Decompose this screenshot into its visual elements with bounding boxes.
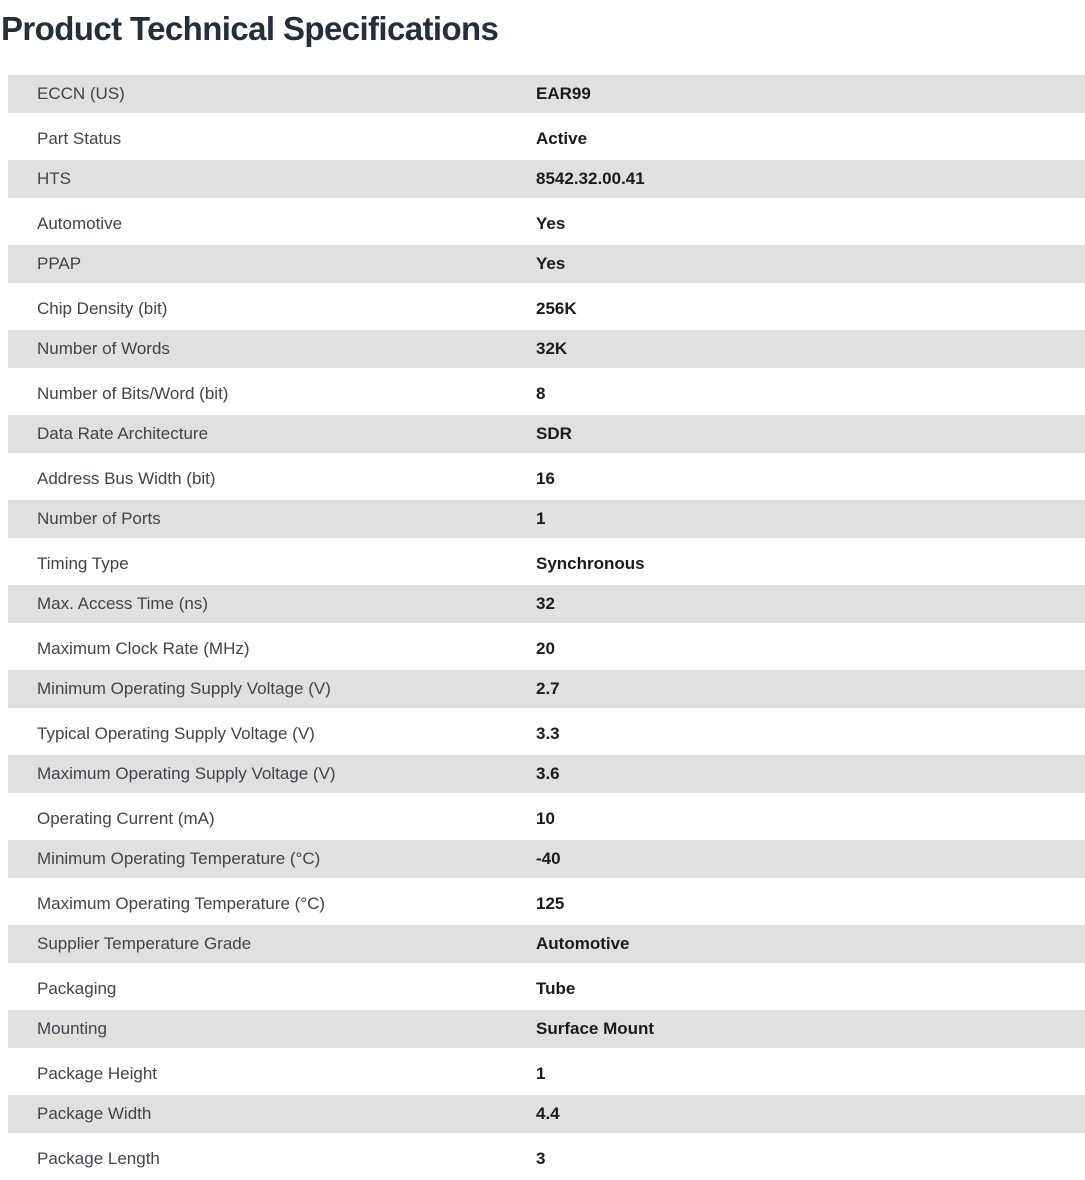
table-row [8,1053,1085,1096]
spec-label: Max. Access Time (ns) [8,594,536,614]
spec-value: Active [536,129,587,149]
spec-label: Number of Words [8,339,536,359]
spec-label: Number of Bits/Word (bit) [8,384,536,404]
spec-value: Yes [536,254,565,274]
spec-value: Tube [536,979,575,999]
table-row [8,840,1085,883]
spec-value: 16 [536,469,555,489]
table-row [8,75,1085,118]
table-row [8,968,1085,1011]
table-row [8,288,1085,331]
spec-label: Operating Current (mA) [8,809,536,829]
spec-value: 256K [536,299,577,319]
spec-label: Automotive [8,214,536,234]
spec-value: -40 [536,849,561,869]
table-row [8,883,1085,926]
spec-label: HTS [8,169,536,189]
spec-value: Automotive [536,934,630,954]
spec-value: 32K [536,339,567,359]
spec-value: Surface Mount [536,1019,654,1039]
spec-value: 3.6 [536,764,560,784]
table-row [8,1138,1085,1180]
spec-label: Data Rate Architecture [8,424,536,444]
spec-label: Chip Density (bit) [8,299,536,319]
spec-value: 125 [536,894,564,914]
spec-label: Number of Ports [8,509,536,529]
table-row [8,755,1085,798]
spec-label: Maximum Operating Supply Voltage (V) [8,764,536,784]
table-row [8,118,1085,161]
spec-label: Maximum Operating Temperature (°C) [8,894,536,914]
spec-value: 1 [536,509,545,529]
table-row [8,1095,1085,1138]
spec-label: Packaging [8,979,536,999]
spec-label: Typical Operating Supply Voltage (V) [8,724,536,744]
spec-value: 20 [536,639,555,659]
table-row [8,925,1085,968]
table-row [8,330,1085,373]
table-row [8,798,1085,841]
spec-value: 8542.32.00.41 [536,169,645,189]
table-row [8,670,1085,713]
spec-label: Package Height [8,1064,536,1084]
spec-value: 10 [536,809,555,829]
spec-label: Part Status [8,129,536,149]
table-row [8,203,1085,246]
spec-value: SDR [536,424,572,444]
table-row [8,713,1085,756]
table-row [8,415,1085,458]
spec-label: Package Length [8,1149,536,1169]
spec-label: Package Width [8,1104,536,1124]
spec-label: Minimum Operating Supply Voltage (V) [8,679,536,699]
table-row [8,628,1085,671]
spec-value: 8 [536,384,545,404]
table-row [8,160,1085,203]
spec-value: 32 [536,594,555,614]
table-row [8,1010,1085,1053]
spec-table [8,75,1085,1180]
spec-value: EAR99 [536,84,591,104]
spec-label: ECCN (US) [8,84,536,104]
spec-label: Supplier Temperature Grade [8,934,536,954]
spec-label: Address Bus Width (bit) [8,469,536,489]
spec-value: Synchronous [536,554,645,574]
spec-value: 3.3 [536,724,560,744]
spec-label: PPAP [8,254,536,274]
spec-value: 1 [536,1064,545,1084]
table-row [8,543,1085,586]
spec-value: 3 [536,1149,545,1169]
page-title: Product Technical Specifications [0,0,1085,49]
spec-label: Timing Type [8,554,536,574]
table-row [8,458,1085,501]
table-row [8,500,1085,543]
table-row [8,373,1085,416]
spec-value: Yes [536,214,565,234]
spec-value: 2.7 [536,679,560,699]
table-row [8,585,1085,628]
spec-value: 4.4 [536,1104,560,1124]
table-row [8,245,1085,288]
spec-label: Maximum Clock Rate (MHz) [8,639,536,659]
spec-label: Minimum Operating Temperature (°C) [8,849,536,869]
spec-label: Mounting [8,1019,536,1039]
